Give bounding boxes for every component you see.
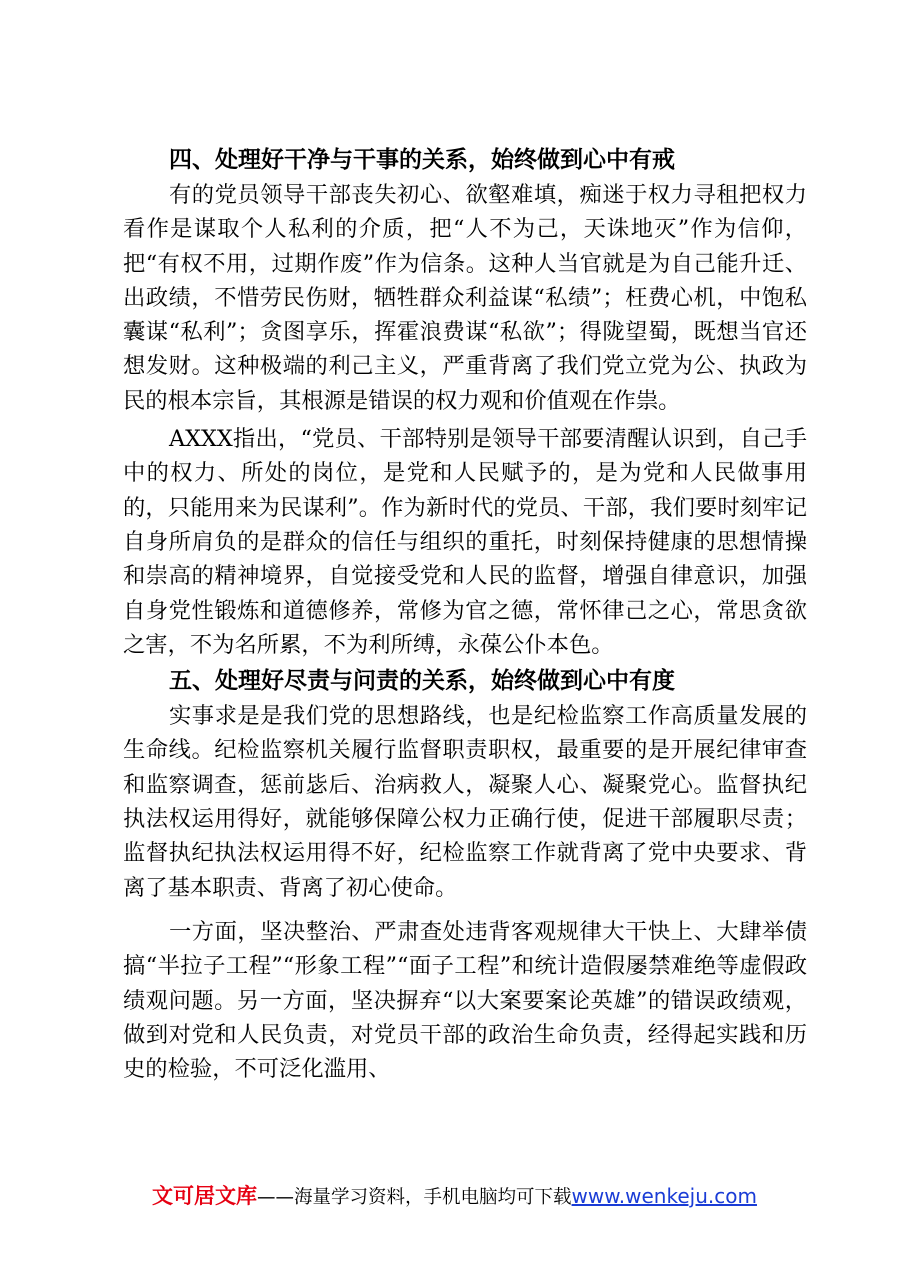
- footer-tagline: ——海量学习资料，手机电脑均可下载: [257, 1187, 572, 1208]
- footer-brand: 文可居文库: [152, 1184, 258, 1208]
- paragraph: AXXX指出，“党员、干部特别是领导干部要清醒认识到，自己手中的权力、所处的岗位，是党和人民赋予的，是为党和人民做事用的，只能用来为民谋利”。作为新时代的党员、干部，我们要时刻牢记自身所肩负的是群众的信任与组织的重托，时刻保持健康的思想情操和崇高的精神境界，自觉接受党和人民的监督，增强自律意识，加强自身党性锻炼和道德修养，常修为官之德，常怀律己之心，常思贪欲之害，不为名所累，不为利所缚，永葆公仆本色。: [123, 426, 807, 658]
- paragraph: 一方面，坚决整治、严肃查处违背客观规律大干快上、大肆举债搞“半拉子工程”“形象工程”“面子工程”和统计造假屡禁难绝等虚假政绩观问题。另一方面，坚决摒弃“以大案要案论英雄”的错误政绩观，做到对党和人民负责，对党员干部的政治生命负责，经得起实践和历史的检验，不可泛化滥用、: [123, 918, 807, 1083]
- document-body: [123, 143, 807, 1086]
- footer-website-link[interactable]: www.wenkeju.com: [571, 1184, 757, 1208]
- section-heading-4: 四、处理好干净与干事的关系，始终做到心中有戒: [169, 147, 675, 173]
- paragraph: 实事求是是我们党的思想路线，也是纪检监察工作高质量发展的生命线。纪检监察机关履行监督职责职权，最重要的是开展纪律审查和监察调查，惩前毖后、治病救人，凝聚人心、凝聚党心。监督执纪执法权运用得好，就能够保障公权力正确行使，促进干部履职尽责；监督执纪执法权运用得不好，纪检监察工作就背离了党中央要求、背离了基本职责、背离了初心使命。: [123, 703, 807, 901]
- paragraph: 有的党员领导干部丧失初心、欲壑难填，痴迷于权力寻租把权力看作是谋取个人私利的介质，把“人不为己，天诛地灭”作为信仰，把“有权不用，过期作废”作为信条。这种人当官就是为自己能升迁、出政绩，不惜劳民伤财，牺牲群众利益谋“私绩”；枉费心机，中饱私囊谋“私利”；贪图享乐，挥霍浪费谋“私欲”；得陇望蜀，既想当官还想发财。这种极端的利己主义，严重背离了我们党立党为公、执政为民的根本宗旨，其根源是错误的权力观和价值观在作祟。: [123, 182, 807, 414]
- section-heading-5: 五、处理好尽责与问责的关系，始终做到心中有度: [169, 668, 675, 695]
- page-footer: [0, 1181, 909, 1213]
